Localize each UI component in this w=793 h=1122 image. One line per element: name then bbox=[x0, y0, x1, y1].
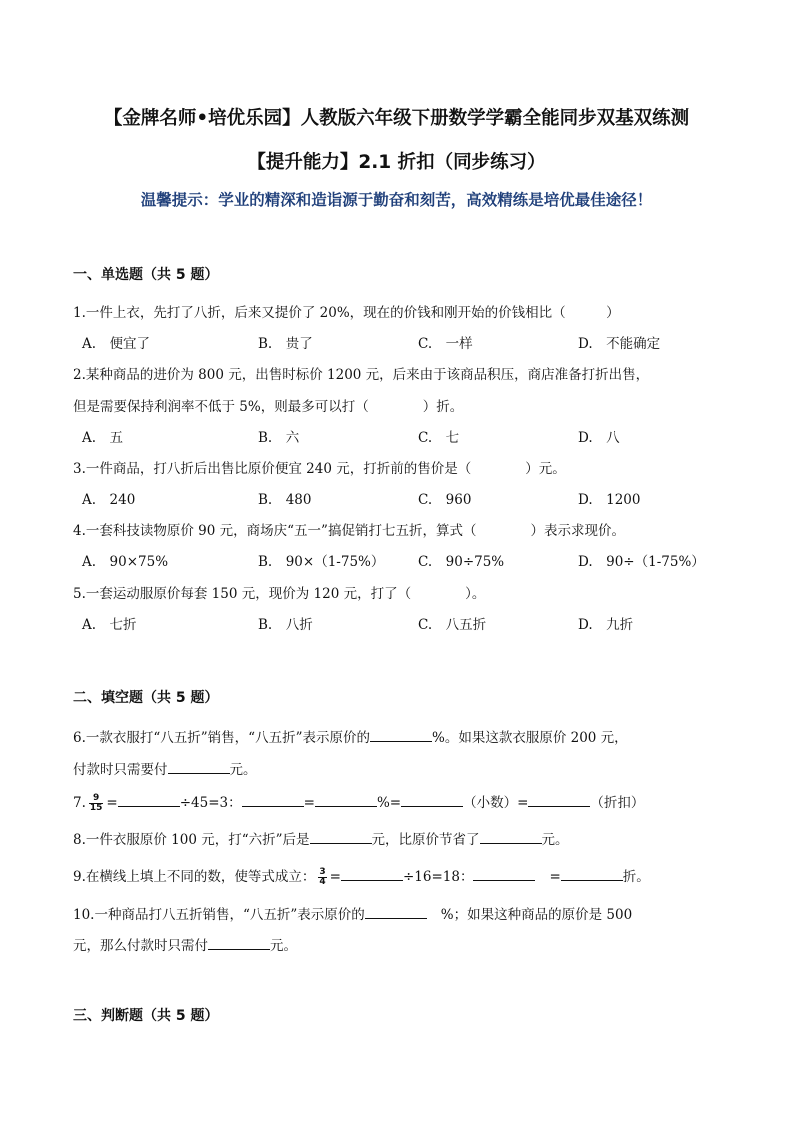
q10-text-a: 10.一种商品打八五折销售，“八五折”表示原价的 bbox=[73, 907, 365, 923]
q9-text-b: = bbox=[329, 869, 341, 885]
q7-text-3: = bbox=[303, 795, 315, 811]
question-2-stem-line1: 2.某种商品的进价为 800 元，出售时标价 1200 元，后来由于该商品积压，商店准备打折出售， bbox=[73, 367, 650, 383]
q7-fraction-denominator: 15 bbox=[89, 803, 103, 813]
q6-text-d: 元。 bbox=[229, 762, 257, 778]
q3-option-a[interactable]: A. 240 bbox=[82, 492, 136, 508]
q1-option-d[interactable]: D. 不能确定 bbox=[578, 336, 661, 352]
q7-text-1: = bbox=[106, 795, 118, 811]
q8-text-b: 元，比原价节省了 bbox=[371, 832, 480, 848]
q6-blank-1[interactable] bbox=[370, 727, 432, 742]
q9-blank-2[interactable] bbox=[473, 866, 535, 881]
q1-option-b[interactable]: B. 贵了 bbox=[258, 336, 313, 352]
q3-option-d[interactable]: D. 1200 bbox=[578, 492, 641, 508]
q8-text-c: 元。 bbox=[541, 832, 569, 848]
q7-fraction-numerator: 9 bbox=[89, 794, 104, 804]
q7-text-4: %= bbox=[376, 795, 402, 811]
page-title: 【金牌名师•培优乐园】人教版六年级下册数学学霸全能同步双基双练测 bbox=[103, 108, 690, 129]
question-3-stem: 3.一件商品，打八折后出售比原价便宜 240 元，打折前的售价是（ ）元。 bbox=[73, 461, 566, 477]
question-4-options bbox=[0, 553, 793, 571]
q7-text-6: （折扣） bbox=[590, 795, 645, 811]
q2-option-c[interactable]: C. 七 bbox=[418, 430, 460, 446]
q4-option-b[interactable]: B. 90×（1-75%） bbox=[258, 554, 385, 570]
section-heading-fill-blank: 二、填空题（共 5 题） bbox=[73, 690, 219, 706]
question-1-options bbox=[0, 335, 793, 353]
question-3-options bbox=[0, 491, 793, 509]
q9-fraction-numerator: 3 bbox=[319, 867, 326, 877]
q1-option-c[interactable]: C. 一样 bbox=[418, 336, 473, 352]
q2-option-a[interactable]: A. 五 bbox=[82, 430, 124, 446]
q3-option-b[interactable]: B. 480 bbox=[258, 492, 312, 508]
q4-option-a[interactable]: A. 90×75% bbox=[82, 554, 169, 570]
question-10-line2 bbox=[73, 935, 297, 955]
q5-option-d[interactable]: D. 九折 bbox=[578, 617, 634, 633]
q9-text-d: = bbox=[549, 869, 561, 885]
question-6-line2 bbox=[73, 759, 257, 779]
q9-fraction bbox=[318, 868, 326, 887]
q8-blank-2[interactable] bbox=[480, 829, 542, 844]
q9-text-c: ÷16=18： bbox=[402, 869, 474, 885]
q5-option-b[interactable]: B. 八折 bbox=[258, 617, 313, 633]
question-5-stem: 5.一套运动服原价每套 150 元，现价为 120 元，打了（ ）。 bbox=[73, 586, 486, 602]
section-heading-single-choice: 一、单选题（共 5 题） bbox=[73, 267, 219, 283]
question-1-stem: 1.一件上衣，先打了八折，后来又提价了 20%，现在的价钱和刚开始的价钱相比（ ） bbox=[73, 305, 620, 321]
q8-text-a: 8.一件衣服原价 100 元，打“六折”后是 bbox=[73, 832, 310, 848]
question-4-stem: 4.一套科技读物原价 90 元，商场庆“五一”搞促销打七五折，算式（ ）表示求现价。 bbox=[73, 523, 625, 539]
q7-blank-3[interactable] bbox=[315, 792, 377, 807]
q2-option-d[interactable]: D. 八 bbox=[578, 430, 620, 446]
q5-option-a[interactable]: A. 七折 bbox=[82, 617, 137, 633]
page-subtitle: 【提升能力】2.1 折扣（同步练习） bbox=[247, 152, 546, 173]
q6-text-c: 付款时只需要付 bbox=[73, 762, 168, 778]
q9-text-e: 折。 bbox=[622, 869, 650, 885]
q7-text-5: （小数）= bbox=[463, 795, 529, 811]
question-8 bbox=[73, 829, 569, 849]
q7-blank-5[interactable] bbox=[528, 792, 590, 807]
q3-option-c[interactable]: C. 960 bbox=[418, 492, 472, 508]
q9-blank-1[interactable] bbox=[341, 866, 403, 881]
q2-option-b[interactable]: B. 六 bbox=[258, 430, 300, 446]
q10-text-c: 元，那么付款时只需付 bbox=[73, 938, 208, 954]
q5-option-c[interactable]: C. 八五折 bbox=[418, 617, 487, 633]
q10-blank-1[interactable] bbox=[365, 904, 427, 919]
question-6-line1 bbox=[73, 727, 628, 747]
question-7 bbox=[73, 792, 644, 813]
q7-blank-2[interactable] bbox=[242, 792, 304, 807]
q4-option-c[interactable]: C. 90÷75% bbox=[418, 554, 505, 570]
q7-text-2: ÷45=3： bbox=[179, 795, 242, 811]
q7-fraction bbox=[89, 794, 104, 813]
q10-text-d: 元。 bbox=[270, 938, 297, 954]
q4-option-d[interactable]: D. 90÷（1-75%） bbox=[578, 554, 705, 570]
question-10-line1 bbox=[73, 904, 632, 924]
q6-text-a: 6.一款衣服打“八五折”销售，“八五折”表示原价的 bbox=[73, 730, 370, 746]
q7-prefix: 7. bbox=[73, 795, 86, 811]
q1-option-a[interactable]: A. 便宜了 bbox=[82, 336, 151, 352]
q7-blank-1[interactable] bbox=[118, 792, 180, 807]
q10-blank-2[interactable] bbox=[208, 935, 270, 950]
question-2-stem-line2: 但是需要保持利润率不低于 5%，则最多可以打（ ）折。 bbox=[73, 399, 464, 415]
q6-text-b: %。如果这款衣服原价 200 元， bbox=[432, 730, 628, 746]
q9-text-a: 9.在横线上填上不同的数，使等式成立： bbox=[73, 869, 316, 885]
question-9 bbox=[73, 866, 650, 887]
q7-blank-4[interactable] bbox=[401, 792, 463, 807]
question-5-options bbox=[0, 616, 793, 634]
section-heading-true-false: 三、判断题（共 5 题） bbox=[73, 1008, 219, 1024]
q6-blank-2[interactable] bbox=[168, 759, 230, 774]
q9-fraction-denominator: 4 bbox=[319, 877, 326, 887]
q10-text-b: %；如果这种商品的原价是 500 bbox=[440, 907, 633, 923]
q9-blank-3[interactable] bbox=[561, 866, 623, 881]
question-2-options bbox=[0, 429, 793, 447]
tip-text: 温馨提示：学业的精深和造诣源于勤奋和刻苦，高效精练是培优最佳途径！ bbox=[140, 191, 653, 209]
q8-blank-1[interactable] bbox=[310, 829, 372, 844]
